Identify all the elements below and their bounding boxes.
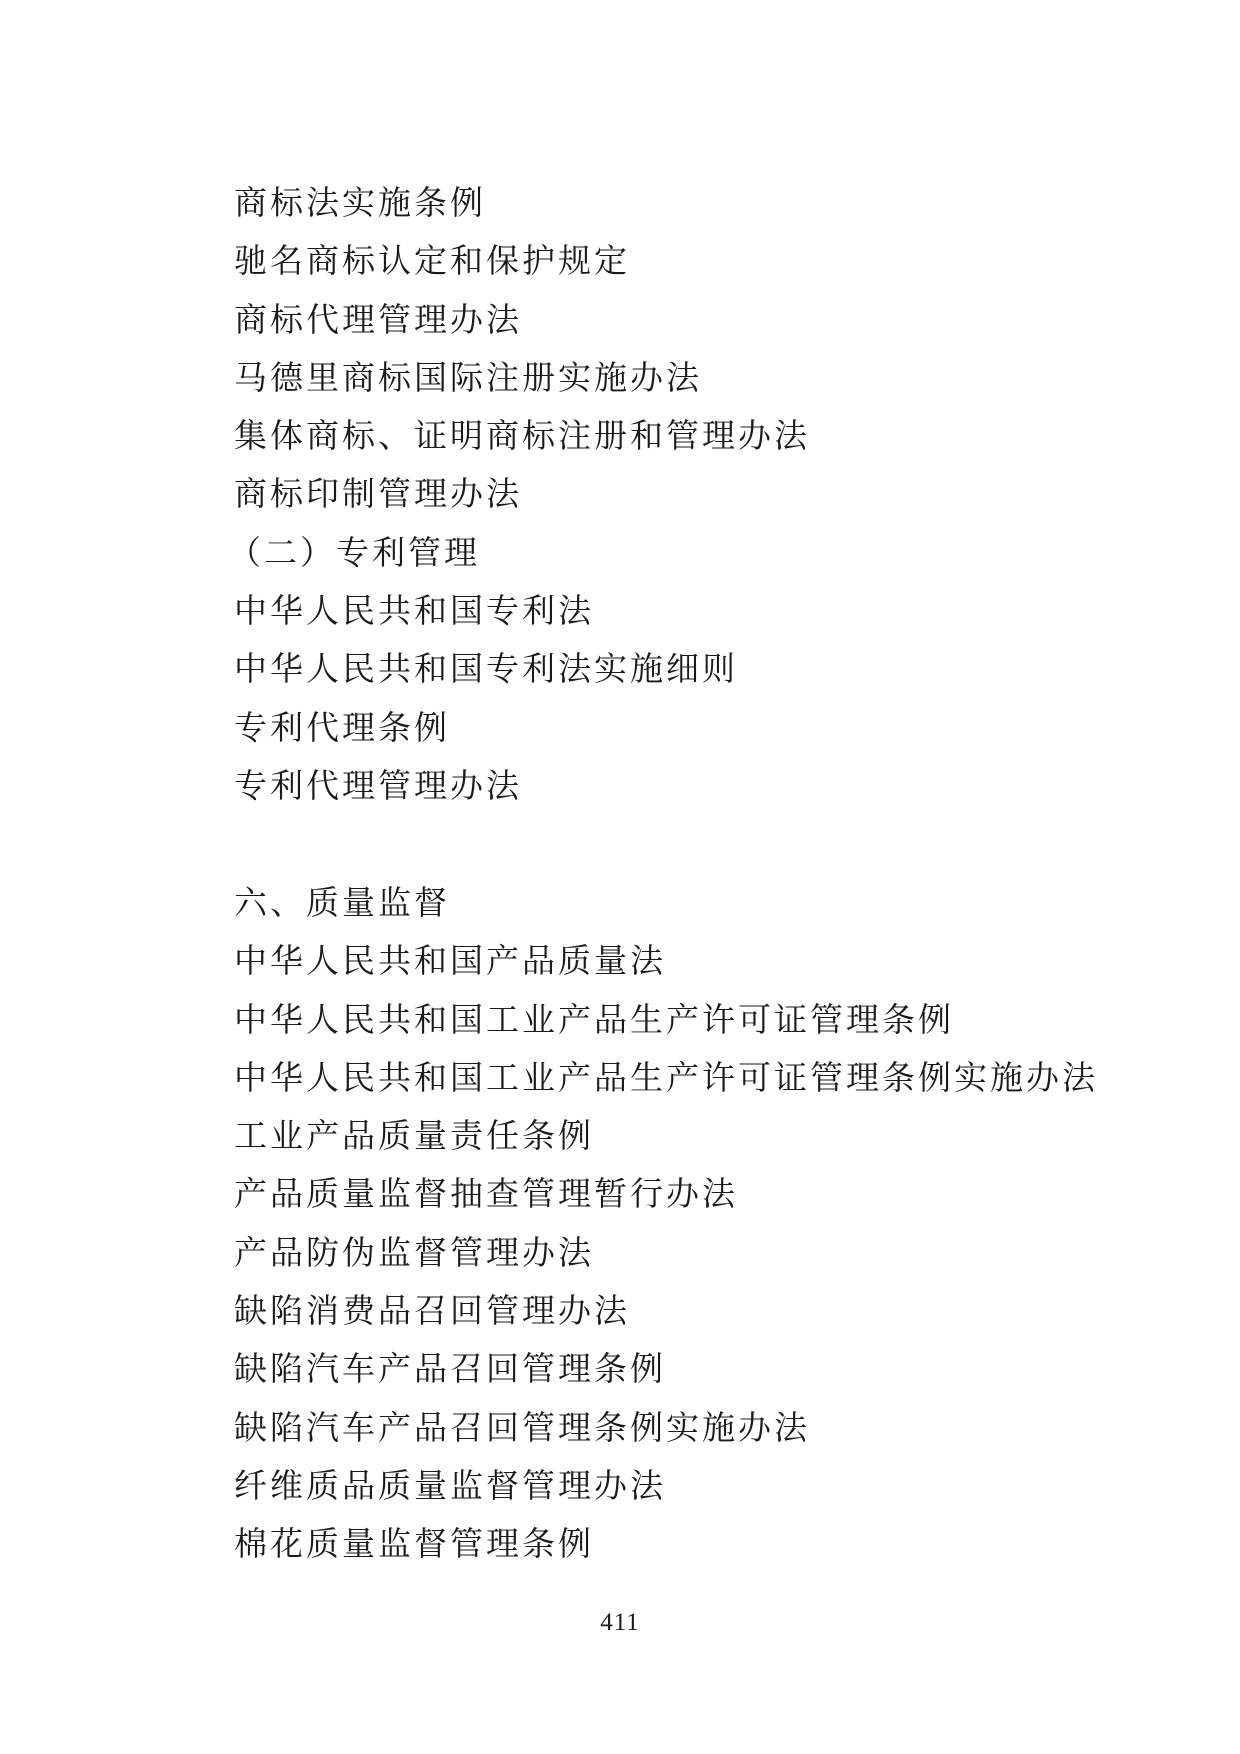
regulation-item: 中华人民共和国专利法 — [234, 591, 594, 631]
page-number: 411 — [600, 1609, 640, 1636]
patent-subheading: （二）专利管理 — [228, 532, 480, 572]
regulation-item: 产品质量监督抽查管理暂行办法 — [234, 1174, 738, 1214]
regulation-item: 专利代理管理办法 — [234, 765, 522, 805]
regulation-item: 商标代理管理办法 — [234, 299, 522, 339]
regulation-item: 纤维质品质量监督管理办法 — [234, 1465, 666, 1505]
regulation-item: 中华人民共和国产品质量法 — [234, 941, 666, 981]
regulation-item: 工业产品质量责任条例 — [234, 1116, 594, 1156]
regulation-item: 专利代理条例 — [234, 707, 450, 747]
regulation-item: 商标印制管理办法 — [234, 474, 522, 514]
section-heading: 六、质量监督 — [234, 883, 450, 922]
regulation-item: 中华人民共和国工业产品生产许可证管理条例 — [234, 999, 954, 1039]
regulation-item: 产品防伪监督管理办法 — [234, 1232, 594, 1272]
regulation-item: 驰名商标认定和保护规定 — [234, 241, 630, 281]
regulation-item: 缺陷汽车产品召回管理条例实施办法 — [234, 1407, 810, 1447]
regulation-item: 缺陷消费品召回管理办法 — [234, 1291, 630, 1331]
regulation-item: 中华人民共和国专利法实施细则 — [234, 649, 738, 689]
quality-supervision-block — [234, 874, 1114, 1574]
regulation-item: 棉花质量监督管理条例 — [234, 1524, 594, 1564]
regulation-item: 缺陷汽车产品召回管理条例 — [234, 1349, 666, 1389]
trademark-patent-block — [228, 174, 1114, 815]
regulation-item: 商标法实施条例 — [234, 183, 486, 222]
regulation-item: 中华人民共和国工业产品生产许可证管理条例实施办法 — [234, 1057, 1098, 1097]
regulation-item: 马德里商标国际注册实施办法 — [234, 357, 702, 397]
regulation-item: 集体商标、证明商标注册和管理办法 — [234, 416, 810, 456]
